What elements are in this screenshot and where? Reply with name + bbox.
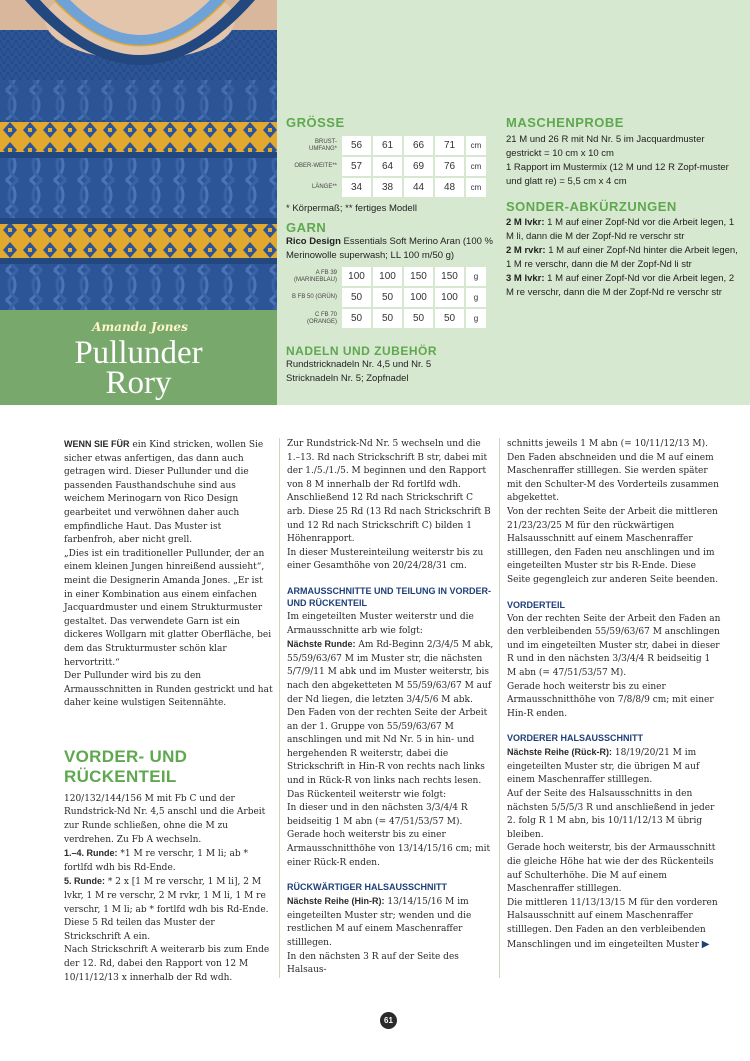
abbrev-term: 3 M lvkr: [506, 273, 545, 284]
paragraph: Anschließend 12 Rd nach Strickschrift C arb. Diese 25 Rd (13 Rd nach Strickschrift B und 12 Rd nach Strickschrift C) bilden 1 Höhenrapport. [287, 493, 491, 545]
row-instruction-text: 18/19/20/21 M im eingeteilten Muster str, die übrigen M auf einem Maschenraffer stilllegen. [507, 748, 700, 786]
column-divider [499, 438, 500, 978]
abbrev-text: 1 M auf einer Zopf-Nd vor die Arbeit legen, 1 M li, dann die M der Zopf-Nd re verschr str [506, 217, 735, 242]
row-instruction-text: 13/14/15/16 M im eingeteilten Muster str; wenden und die restlichen M auf einem Maschenraffer stilllegen. [287, 897, 472, 948]
paragraph [64, 875, 274, 917]
table-cell: 76 [435, 157, 464, 176]
row-label: A FB 39 (MARINEBLAU) [293, 269, 337, 283]
table-cell: 50 [404, 309, 433, 328]
row-label: BRUST-UMFANG* [308, 138, 337, 152]
table-cell: 150 [435, 267, 464, 286]
row-instruction-text: Am Rd-Beginn 2/3/4/5 M abk, 55/59/63/67 M im Muster str, die nächsten 5/7/9/11 M abk und im Muster weiterstr, bis nach den abgeketteten M 55/59/63/67 M auf der Nd liegen, die letzten 3/4/5/6 M abk. [287, 640, 494, 705]
size-table [286, 134, 488, 199]
row-label: C FB 70 (ORANGE) [307, 311, 337, 325]
yarn-description [286, 235, 496, 263]
maschenprobe-heading: MASCHENPROBE [506, 115, 624, 130]
table-cell: 50 [373, 288, 402, 307]
table-cell: 34 [342, 178, 371, 197]
paragraph [287, 638, 494, 707]
continue-arrow-icon: ▶ [701, 938, 710, 950]
subsection-heading: RÜCKWÄRTIGER HALSAUSSCHNITT [287, 882, 447, 893]
table-cell: 57 [342, 157, 371, 176]
paragraph: Im eingeteilten Muster weiterstr und die Armausschnitte arb wie folgt: [287, 611, 474, 636]
paragraph: schnitts jeweils 1 M abn (= 10/11/12/13 M). [507, 439, 708, 449]
row-label: OBER-WEITE** [294, 163, 337, 169]
paragraph [507, 746, 721, 788]
paragraph: Der Pullunder wird bis zu den Armausschnitten in Runden gestrickt und hat daher keine wulstigen Seitennähte. [64, 671, 273, 709]
paragraph: In den nächsten 3 R auf der Seite des Halsaus- [287, 951, 459, 976]
round-text: * 2 x [1 M re verschr, 1 M li], 2 M lvkr, 1 M re verschr, 2 M rvkr, 1 M li, 1 M re verschr, 1 M li; ab * fortlfd wdh bis Rd-Ende. [64, 877, 269, 915]
table-cell: 38 [373, 178, 402, 197]
yarn-brand: Rico Design [286, 236, 341, 247]
unit-cell: g [466, 288, 486, 307]
info-column-middle [286, 115, 496, 386]
table-cell: 50 [373, 309, 402, 328]
unit-cell: cm [466, 136, 486, 155]
table-row [288, 267, 486, 286]
table-cell: 64 [373, 157, 402, 176]
unit-cell: g [466, 267, 486, 286]
unit-cell: g [466, 309, 486, 328]
subsection-heading: VORDERER HALSAUSSCHNITT [507, 733, 644, 744]
designer-name: Amanda Jones [92, 320, 188, 334]
paragraph: Zur Rundstrick-Nd Nr. 5 wechseln und die 1.–13. Rd nach Strickschrift B str, dabei mit der 1./5./1./5. M beginnen und den Rapport von 8 M innerhalb der Rd fortlfd wdh. [287, 439, 488, 490]
yarn-desc: Essentials Soft Merino Aran (100 % Merinowolle superwash; LL 100 m/50 g) [286, 236, 493, 261]
table-row [288, 157, 486, 176]
row-instruction-label: Nächste Runde: [287, 639, 356, 650]
body-column-3 [507, 438, 721, 952]
nadeln-heading: NADELN UND ZUBEHÖR [286, 344, 437, 358]
paragraph: In dieser Mustereinteilung weiterstr bis zu einer Gesamthöhe von 20/24/28/31 cm. [287, 547, 484, 572]
abbrev-text: 1 M auf einer Zopf-Nd vor die Arbeit legen, 2 M re verschr, dann die M der Zopf-Nd re verschr str [506, 273, 735, 298]
paragraph: Den Faden abschneiden und die M auf einem Maschenraffer stilllegen. Sie werden später mit den Schulter-M des Vorderteils zusammen abgekettet. [507, 452, 719, 504]
paragraph: 120/132/144/156 M mit Fb C und der Rundstrick-Nd Nr. 4,5 anschl und die Arbeit zur Runde schließen, ohne die M zu verdrehen. Zu Fb A wechseln. [64, 793, 266, 845]
row-instruction-label: Nächste Reihe (Rück-R): [507, 747, 613, 758]
maschenprobe-p2: 1 Rapport im Mustermix (12 M und 12 R Zopf-muster und glatt re) = 5,5 cm x 4 cm [506, 162, 729, 187]
round-label: 1.–4. Runde: [64, 848, 118, 859]
row-label: LÄNGE** [311, 184, 337, 190]
table-row [288, 178, 486, 197]
paragraph: Von der rechten Seite der Arbeit die mittleren 21/23/23/25 M für den rückwärtigen Halsausschnitt auf einem Maschenraffer stilllegen, den Faden neu anschlingen und im eingeteilten Muster str bis R-Ende. Diese Seite gegengleich zur anderen Seite beenden. [507, 506, 719, 585]
table-cell: 48 [435, 178, 464, 197]
paragraph: Gerade hoch weiterstr bis zu einer Armausschnitthöhe von 13/14/15/16 cm; mit einer Rück-R enden. [287, 830, 491, 868]
size-note: * Körpermaß; ** fertiges Modell [286, 203, 417, 214]
paragraph: Den Faden von der rechten Seite der Arbeit an der 1. Gruppe von 55/59/63/67 M anschlingen und mit Nd Nr. 5 in hin- und hergehenden R weiterstr, dabei die Strickschrift in Hin-R von rechts nach links und in Rück-R von links nach rechts lesen. Das Rückenteil weiterstr wie folgt: [287, 708, 488, 800]
table-cell: 50 [342, 288, 371, 307]
body-column-2 [287, 438, 494, 978]
row-label: B FB 50 (GRÜN) [291, 294, 337, 300]
intro-paragraph [64, 438, 274, 548]
title-line-1: Pullunder [74, 335, 203, 371]
section-heading: VORDER- UND RÜCKENTEIL [64, 746, 188, 786]
sonder-heading: SONDER-ABKÜRZUNGEN [506, 199, 677, 214]
table-cell: 100 [373, 267, 402, 286]
paragraph [507, 897, 721, 952]
abbrev-item [506, 272, 738, 300]
table-cell: 100 [342, 267, 371, 286]
table-cell: 50 [342, 309, 371, 328]
abbrev-item [506, 216, 738, 244]
paragraph: Gerade hoch weiterstr bis zu einer Armausschnitthöhe von 7/8/8/9 cm; mit einer Hin-R enden. [507, 681, 714, 719]
paragraph: Gerade hoch weiterstr, bis der Armausschnitt die gleiche Höhe hat wie der des Rückenteils auf Schulterhöhe. Die M auf einem Maschenraffer stilllegen. [507, 843, 716, 895]
unit-cell: cm [466, 178, 486, 197]
body-column-1 [64, 438, 274, 985]
paragraph: „Dies ist ein traditioneller Pullunder, der an einem kleinen Jungen hinreißend aussieht“, meint die Designerin Amanda Jones. „Er ist in einer Kombination aus einem einfachen Jacquardmuster und einem Strukturmuster gestaltet. Das verwendete Garn ist ein dickeres Wollgarn mit glatter Oberfläche, bei dem das Strukturmuster schön klar hervortritt.“ [64, 548, 272, 668]
subsection-heading: ARMAUSSCHNITTE UND TEILUNG IN VORDER- UND RÜCKENTEIL [287, 585, 491, 608]
intro-text: ein Kind stricken, wollen Sie sicher etwas anfertigen, das dann auch getragen wird. Dieser Pullunder und die passenden Fausthandschuhe sind aus weichem Merinogarn von Rico Design gearbeitet und verwöhnen daher auch empfindliche Haut. Das Muster ist farbenfroh, aber nicht grell. [64, 440, 264, 546]
paragraph: In dieser und in den nächsten 3/3/4/4 R beidseitig 1 M abn (= 47/51/53/57 M). [287, 803, 468, 827]
paragraph: Diese 5 Rd teilen das Muster der Strickschrift A ein. [64, 918, 215, 942]
maschenprobe-p1: 21 M und 26 R mit Nd Nr. 5 im Jacquardmuster gestrickt = 10 cm x 10 cm [506, 134, 705, 159]
round-label: 5. Runde: [64, 876, 106, 887]
abbrev-item [506, 244, 738, 272]
table-cell: 100 [404, 288, 433, 307]
paragraph: Auf der Seite des Halsausschnitts in den nächsten 5/5/5/3 R und anschließend in jeder 2. folg R 1 M abn, bis 10/11/12/13 M übrig bleiben. [507, 789, 715, 840]
abbrev-term: 2 M lvkr: [506, 217, 545, 228]
groesse-heading: GRÖSSE [286, 115, 345, 130]
sweater-photo [0, 0, 277, 310]
title-line-2: Rory [105, 365, 172, 401]
table-cell: 71 [435, 136, 464, 155]
abbrev-term: 2 M rvkr: [506, 245, 546, 256]
unit-cell: cm [466, 157, 486, 176]
table-cell: 100 [435, 288, 464, 307]
table-cell: 61 [373, 136, 402, 155]
intro-lead: WENN SIE FÜR [64, 439, 130, 449]
table-cell: 50 [435, 309, 464, 328]
paragraph: Nach Strickschrift A weiterarb bis zum Ende der 12. Rd, dabei den Rapport von 12 M 10/11/12/13 x innerhalb der Rd wdh. [64, 945, 270, 983]
table-row [288, 288, 486, 307]
round-text: *1 M re verschr, 1 M li; ab * fortlfd wdh bis Rd-Ende. [64, 849, 249, 873]
table-row [288, 136, 486, 155]
garn-heading: GARN [286, 220, 327, 235]
table-cell: 66 [404, 136, 433, 155]
nadeln-text: Rundstricknadeln Nr. 4,5 und Nr. 5 Stricknadeln Nr. 5; Zopfnadel [286, 359, 432, 384]
info-column-right [506, 115, 738, 300]
subsection-heading: VORDERTEIL [507, 599, 566, 610]
table-cell: 150 [404, 267, 433, 286]
paragraph: Von der rechten Seite der Arbeit den Faden an den verbleibenden 55/59/63/67 M anschlingen und im eingeteilten Muster str, dabei in dieser R und in den nächsten 3/3/4/4 R beidseitig 1 M abn (= 47/51/53/57 M). [507, 613, 721, 678]
abbrev-text: 1 M auf einer Zopf-Nd hinter die Arbeit legen, 1 M re verschr, dann die M der Zopf-Nd li str [506, 245, 738, 270]
table-cell: 56 [342, 136, 371, 155]
table-row [288, 309, 486, 328]
paragraph [64, 847, 274, 875]
table-cell: 69 [404, 157, 433, 176]
row-instruction-label: Nächste Reihe (Hin-R): [287, 896, 385, 907]
yarn-table [286, 265, 488, 330]
paragraph-text: Die mittleren 11/13/13/15 M für den vorderen Halsausschnitt auf einem Maschenraffer stilllegen. Den Faden an den verbleibenden Manschlingen und im eingeteilten Muster [507, 897, 718, 950]
page-number: 61 [380, 1012, 397, 1029]
column-divider [279, 438, 280, 978]
table-cell: 44 [404, 178, 433, 197]
paragraph [287, 895, 494, 950]
